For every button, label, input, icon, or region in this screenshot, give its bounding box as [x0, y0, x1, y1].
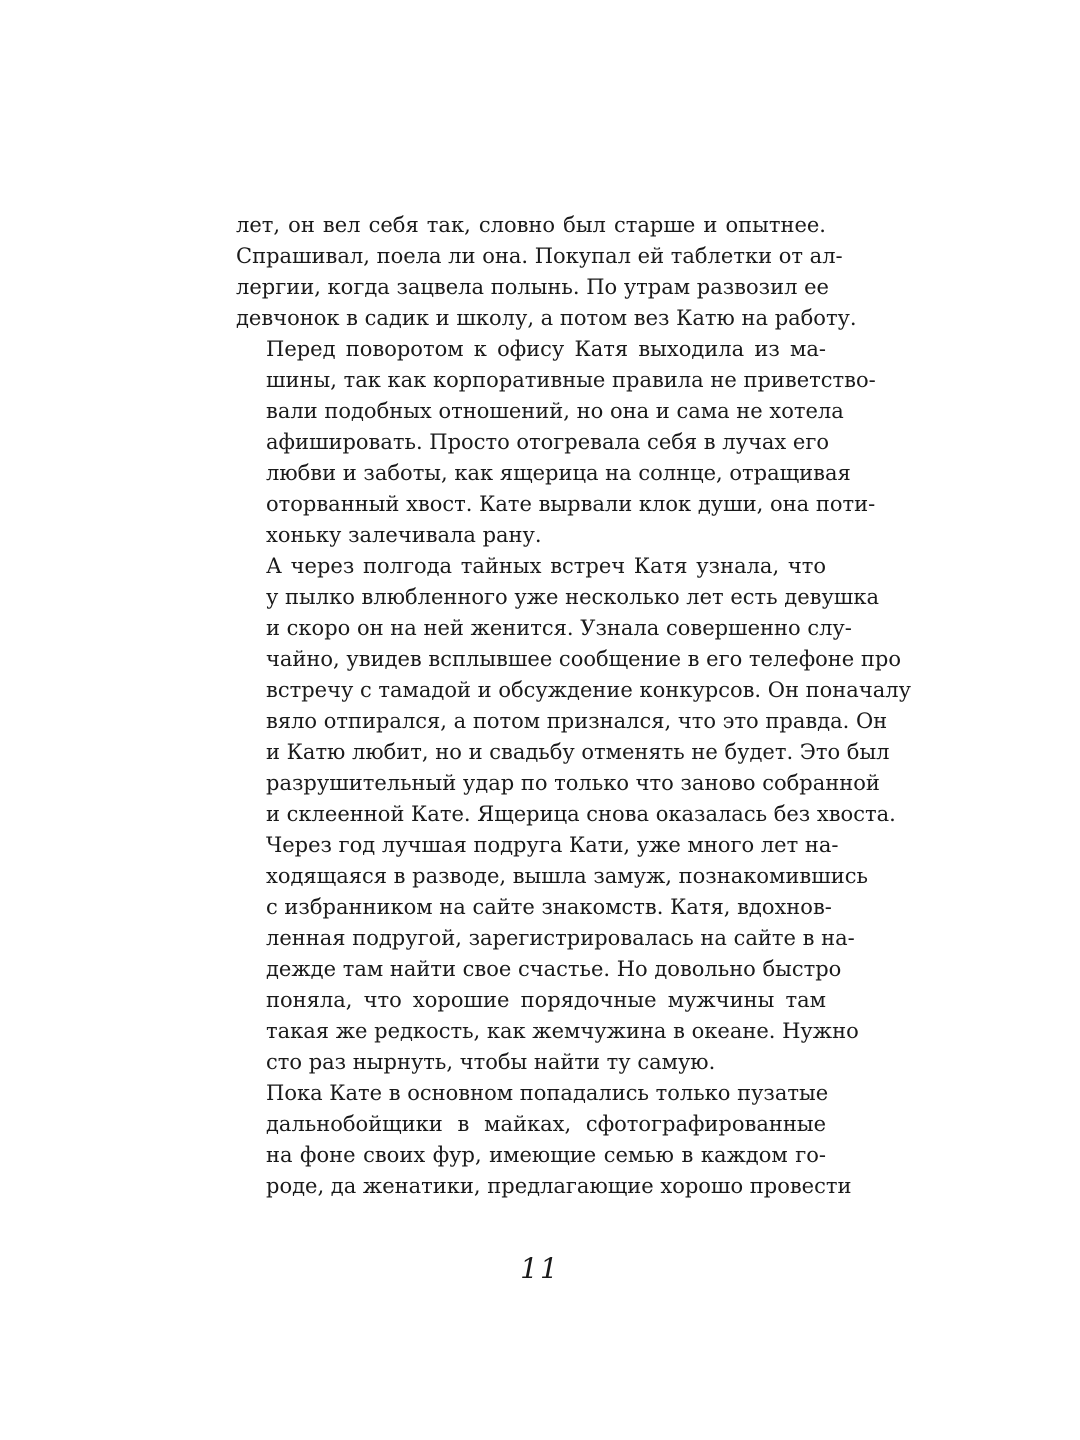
- text-line: оторванный хвост. Кате вырвали клок души, она поти-: [266, 492, 876, 516]
- paragraph-4: [236, 830, 868, 1078]
- text-line: хоньку залечивала рану.: [266, 523, 542, 547]
- text-line: любви и заботы, как ящерица на солнце, отращивая: [266, 461, 851, 485]
- text-line: роде, да женатики, предлагающие хорошо провести: [266, 1174, 852, 1198]
- paragraph-2: [236, 334, 876, 551]
- text-line: А через полгода тайных встреч Катя узнала, что: [266, 554, 826, 578]
- text-line: дежде там найти свое счастье. Но довольно быстро: [266, 957, 842, 981]
- text-line: дальнобойщики в майках, сфотографированные: [266, 1112, 826, 1136]
- text-line: у пылко влюбленного уже несколько лет есть девушка: [266, 585, 879, 609]
- text-line: Перед поворотом к офису Катя выходила из ма-: [266, 337, 826, 361]
- text-line: и скоро он на ней женится. Узнала совершенно слу-: [266, 616, 852, 640]
- text-line: афишировать. Просто отогревала себя в лучах его: [266, 430, 830, 454]
- text-line: Через год лучшая подруга Кати, уже много лет на-: [266, 833, 839, 857]
- text-line: вяло отпирался, а потом признался, что это правда. Он: [266, 709, 888, 733]
- text-line: девчонок в садик и школу, а потом вез Катю на работу.: [236, 306, 857, 330]
- page-number: 11: [520, 1252, 560, 1285]
- paragraph-5: [236, 1078, 852, 1202]
- text-line: ленная подругой, зарегистрировалась на сайте в на-: [266, 926, 855, 950]
- text-line: поняла, что хорошие порядочные мужчины там: [266, 988, 826, 1012]
- text-line: и склеенной Кате. Ящерица снова оказалась без хвоста.: [266, 802, 896, 826]
- text-line: шины, так как корпоративные правила не приветство-: [266, 368, 876, 392]
- text-line: Пока Кате в основном попадались только пузатые: [266, 1081, 829, 1105]
- text-line: встречу с тамадой и обсуждение конкурсов. Он поначалу: [266, 678, 911, 702]
- text-line: чайно, увидев всплывшее сообщение в его телефоне про: [266, 647, 901, 671]
- text-line: Спрашивал, поела ли она. Покупал ей таблетки от ал-: [236, 244, 843, 268]
- text-line: с избранником на сайте знакомств. Катя, вдохнов-: [266, 895, 832, 919]
- text-line: на фоне своих фур, имеющие семью в каждом го-: [266, 1143, 826, 1167]
- page-body: [236, 210, 911, 1202]
- text-line: лергии, когда зацвела полынь. По утрам развозил ее: [236, 275, 829, 299]
- text-line: сто раз нырнуть, чтобы найти ту самую.: [266, 1050, 716, 1074]
- text-line: такая же редкость, как жемчужина в океане. Нужно: [266, 1019, 859, 1043]
- text-line: разрушительный удар по только что заново собранной: [266, 771, 880, 795]
- paragraph-1: [236, 210, 857, 334]
- text-line: ходящаяся в разводе, вышла замуж, познакомившись: [266, 864, 868, 888]
- text-line: лет, он вел себя так, словно был старше и опытнее.: [236, 213, 826, 237]
- text-line: и Катю любит, но и свадьбу отменять не будет. Это был: [266, 740, 890, 764]
- paragraph-3: [236, 551, 911, 830]
- text-line: вали подобных отношений, но она и сама не хотела: [266, 399, 844, 423]
